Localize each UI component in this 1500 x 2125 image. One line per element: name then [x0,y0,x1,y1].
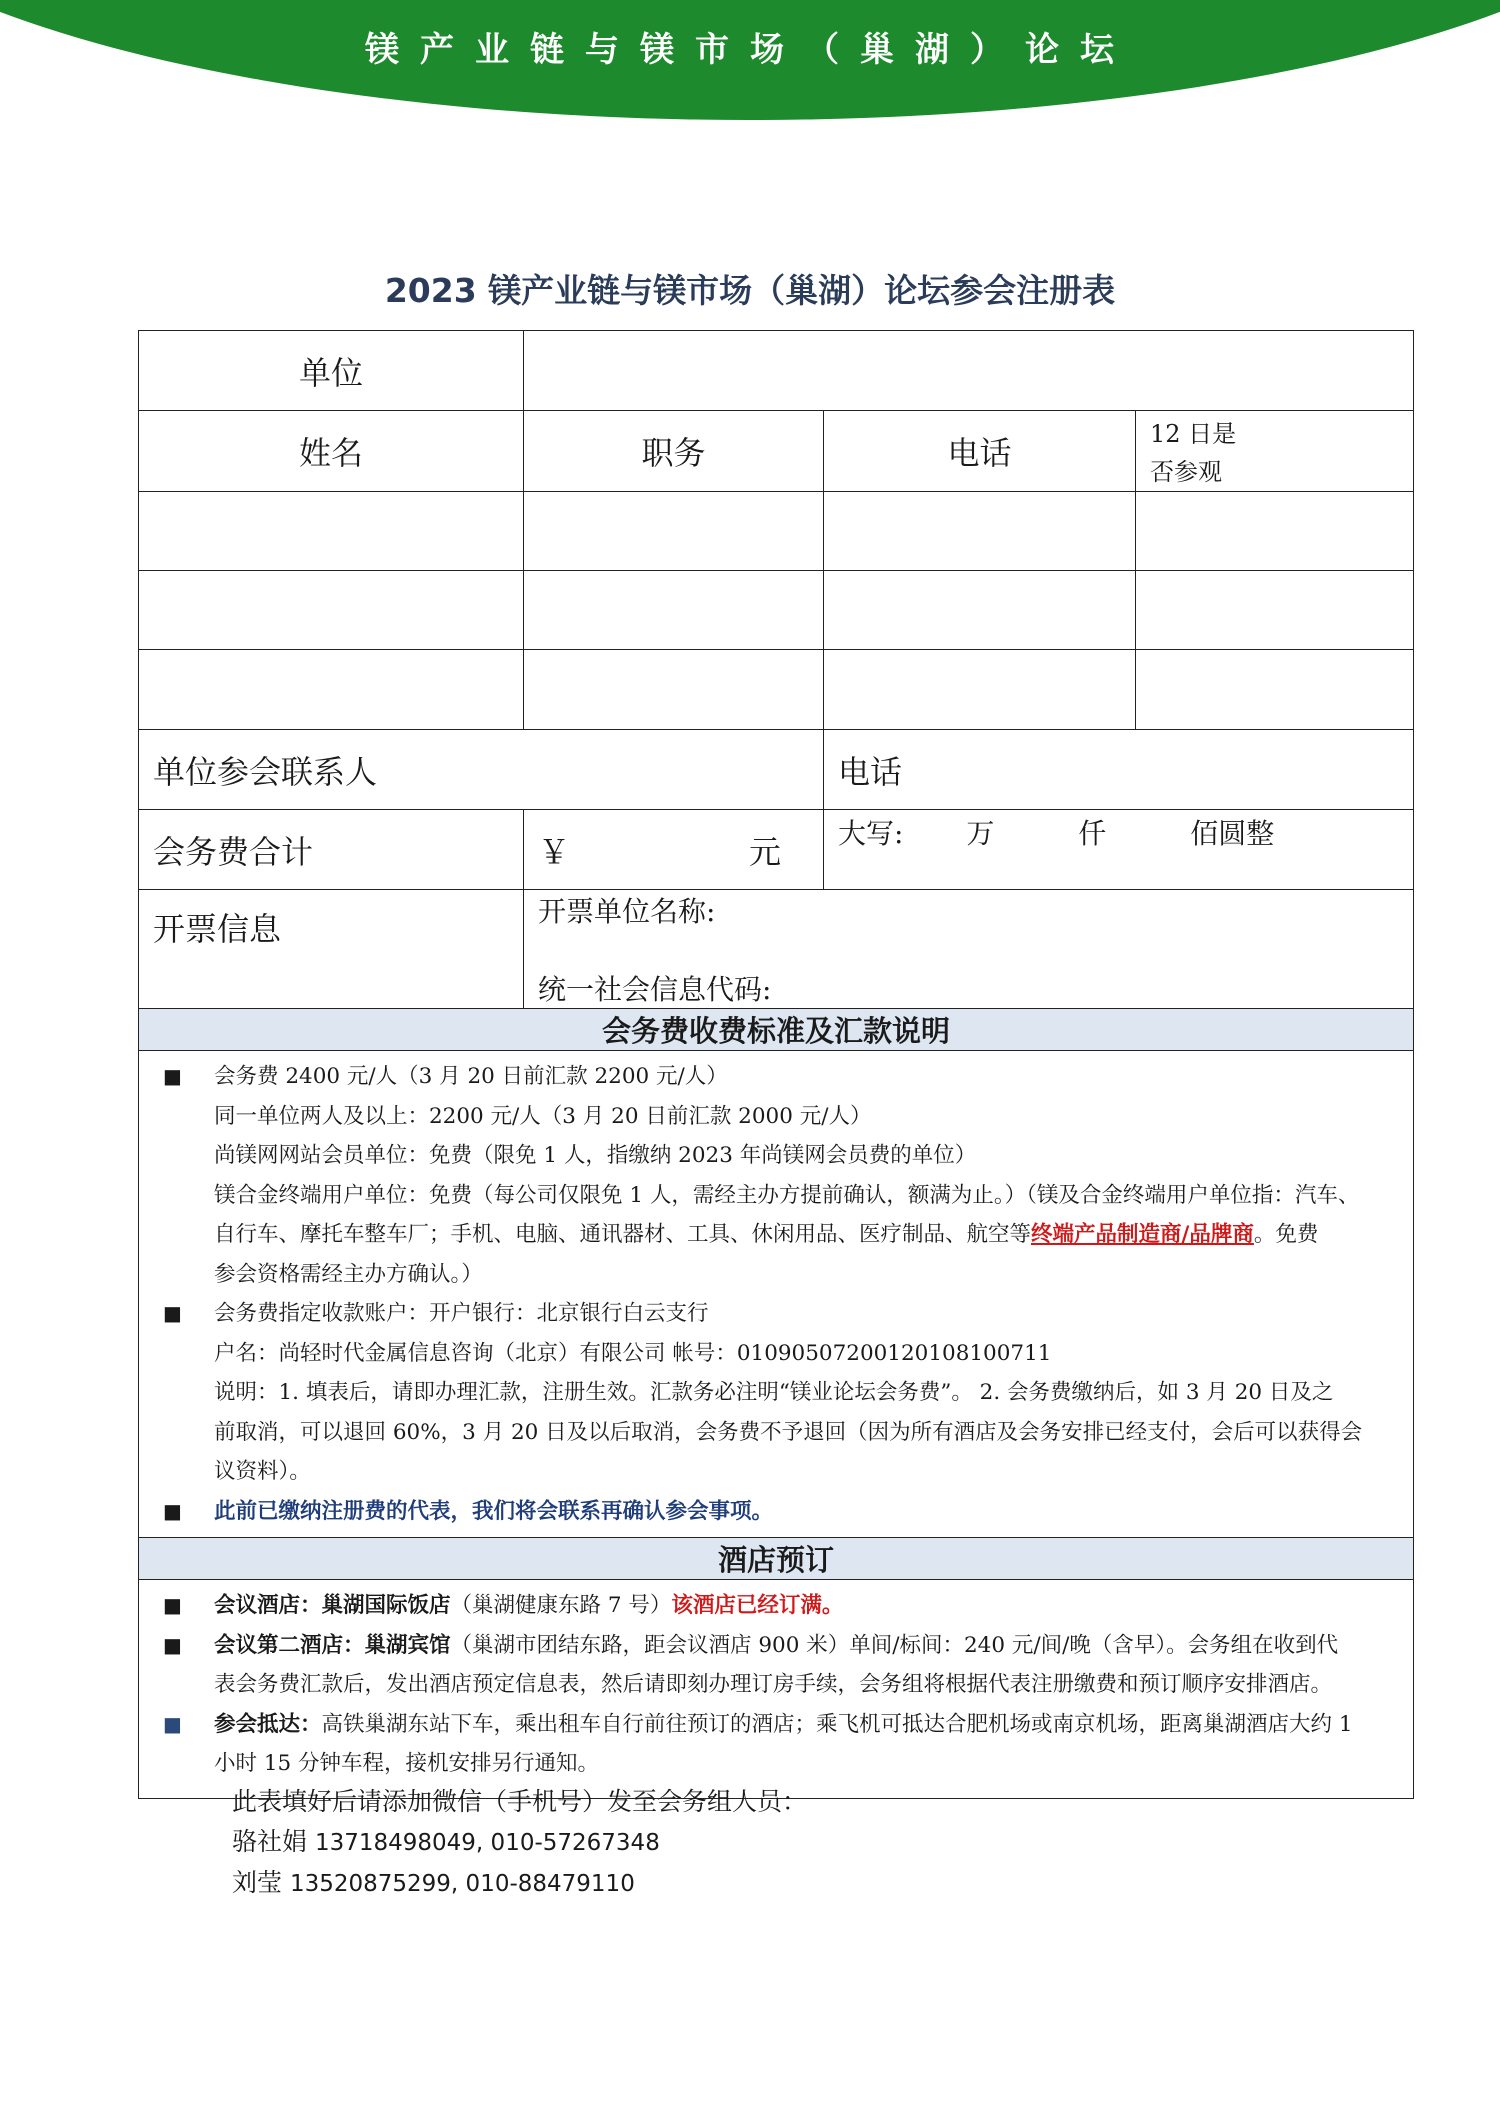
name-header: 姓名 [139,411,524,492]
hotel-section-heading: 酒店预订 [139,1538,1414,1580]
attendee-row [139,492,1414,571]
contact-2-phones: 13520875299, 010-88479110 [289,1871,635,1897]
contact-phone-label: 电话 [824,730,1414,810]
invoice-field[interactable] [524,890,1414,1009]
attendee-visit-input[interactable] [1136,492,1414,571]
list-item [149,1626,1403,1666]
contact-label: 单位参会联系人 [139,730,824,810]
fee-line-7: 会务费指定收款账户：开户银行：北京银行白云支行 [214,1301,709,1326]
hotel-1-address: （巢湖健康东路 7 号） [450,1593,672,1618]
hotel-2-continued: 表会务费汇款后，发出酒店预定信息表，然后请即刻办理订房手续，会务组将根据代表注册缴费和预订顺序安排酒店。 [214,1672,1333,1697]
registration-form [138,330,1414,1799]
hotel-1-name: 会议酒店：巢湖国际饭店 [214,1593,451,1618]
fee-line-6: 参会资格需经主办方确认。） [214,1261,483,1287]
list-item [149,1705,1403,1745]
fee-line-12: 此前已缴纳注册费的代表，我们将会联系再确认参会事项。 [214,1498,774,1524]
currency-symbol: ￥ [538,832,571,871]
fee-line-5b: 。免费 [1253,1222,1319,1247]
attendee-phone-input[interactable] [824,571,1136,650]
black-square-icon: ■ [163,1498,182,1523]
contact-1-phones: 13718498049, 010-57267348 [314,1830,660,1856]
fee-amount-field[interactable] [524,810,824,890]
position-header: 职务 [524,411,824,492]
fee-line-3: 尚镁网网站会员单位：免费（限免 1 人，指缴纳 2023 年尚镁网会员费的单位） [214,1143,977,1168]
list-item [149,1492,1403,1532]
fee-notes-row [139,1051,1414,1538]
contact-row [139,730,1414,810]
fee-qian: 仟 [1078,817,1107,850]
contact-2 [232,1863,807,1904]
fee-notes [139,1051,1414,1538]
fee-line-5 [149,1215,1403,1255]
fee-section-heading: 会务费收费标准及汇款说明 [139,1009,1414,1051]
attendee-name-input[interactable] [139,650,524,730]
hotel-1-status: 该酒店已经订满。 [671,1593,844,1618]
fee-line-4: 镁合金终端用户单位：免费（每公司仅限免 1 人，需经主办方提前确认，额满为止。）（镁及合金终端用户单位指：汽车、 [214,1182,1360,1208]
visit-header-line2: 否参观 [1150,458,1222,486]
fee-unit: 元 [748,832,781,871]
black-square-icon: ■ [163,1064,182,1088]
fee-line-2: 同一单位两人及以上：2200 元/人（3 月 20 日前汇款 2000 元/人） [214,1103,872,1129]
invoice-label: 开票信息 [139,890,524,1009]
fee-bai-yuan: 佰圆整 [1190,817,1275,850]
arrival-text: 高铁巢湖东站下车，乘出租车自行前往预订的酒店；乘飞机可抵达合肥机场或南京机场，距离巢湖酒店大约 1 [321,1711,1353,1737]
hotel-notes [139,1580,1414,1799]
invoice-row [139,890,1414,1009]
list-item [149,1586,1403,1626]
attendee-name-input[interactable] [139,492,524,571]
fee-line-9: 说明：1. 填表后，请即办理汇款，注册生效。汇款务必注明“镁业论坛会务费”。 2. 会务费缴纳后，如 3 月 20 日及之 [214,1380,1334,1405]
fee-total-label: 会务费合计 [139,810,524,890]
contact-1 [232,1822,807,1863]
phone-header: 电话 [824,411,1136,492]
contact-2-name: 刘莹 [232,1868,283,1897]
invoice-code-label: 统一社会信息代码: [538,973,772,1006]
footer-instruction: 此表填好后请添加微信（手机号）发至会务组人员： [232,1787,808,1816]
fee-line-11: 议资料）。 [214,1459,311,1484]
header-row [139,411,1414,492]
fee-capital-field[interactable] [824,810,1414,890]
unit-input[interactable] [524,331,1414,411]
attendee-row [139,650,1414,730]
document-title: 2023 镁产业链与镁市场（巢湖）论坛参会注册表 [384,271,1116,310]
contact-1-name: 骆社娟 [232,1827,308,1856]
invoice-name-label: 开票单位名称: [538,895,716,928]
fee-line-8: 户名：尚轻时代金属信息咨询（北京）有限公司 帐号：01090507200120108100711 [214,1340,1052,1366]
fee-row [139,810,1414,890]
hotel-section-heading-row [139,1538,1414,1580]
arrival-continued: 小时 15 分钟车程，接机安排另行通知。 [214,1751,600,1776]
attendee-phone-input[interactable] [824,650,1136,730]
blue-square-icon: ■ [163,1711,182,1736]
list-item [149,1294,1403,1334]
footer-contacts [232,1782,807,1904]
fee-line-5a: 自行车、摩托车整车厂；手机、电脑、通讯器材、工具、休闲用品、医疗制品、航空等 [214,1222,1032,1247]
fee-line-5-highlight: 终端产品制造商/品牌商 [1031,1222,1254,1247]
fee-section-heading-row [139,1009,1414,1051]
black-square-icon: ■ [163,1593,182,1617]
attendee-position-input[interactable] [524,650,824,730]
attendee-name-input[interactable] [139,571,524,650]
black-square-icon: ■ [163,1301,182,1325]
attendee-visit-input[interactable] [1136,571,1414,650]
visit-header [1136,411,1414,492]
hotel-notes-row [139,1580,1414,1799]
fee-line-10: 前取消，可以退回 60%，3 月 20 日及以后取消，会务费不予退回（因为所有酒店及会务安排已经支付，会后可以获得会 [214,1419,1363,1445]
attendee-position-input[interactable] [524,571,824,650]
unit-label: 单位 [139,331,524,411]
unit-row [139,331,1414,411]
fee-wan: 万 [966,817,995,850]
attendee-visit-input[interactable] [1136,650,1414,730]
fee-line-1: 会务费 2400 元/人（3 月 20 日前汇款 2200 元/人） [214,1064,728,1089]
attendee-phone-input[interactable] [824,492,1136,571]
banner-title: 镁产业链与镁市场（巢湖）论坛 [365,30,1135,70]
black-square-icon: ■ [163,1632,182,1657]
arrival-label: 参会抵达： [214,1711,322,1737]
attendee-row [139,571,1414,650]
visit-header-line1: 12 日是 [1150,420,1237,448]
fee-capital-prefix: 大写: [838,817,904,850]
attendee-position-input[interactable] [524,492,824,571]
hotel-2-details: （巢湖市团结东路，距会议酒店 900 米）单间/标间：240 元/间/晚（含早）。会务组在收到代 [450,1632,1339,1658]
hotel-2-name: 会议第二酒店：巢湖宾馆 [214,1632,451,1658]
list-item [149,1057,1403,1097]
